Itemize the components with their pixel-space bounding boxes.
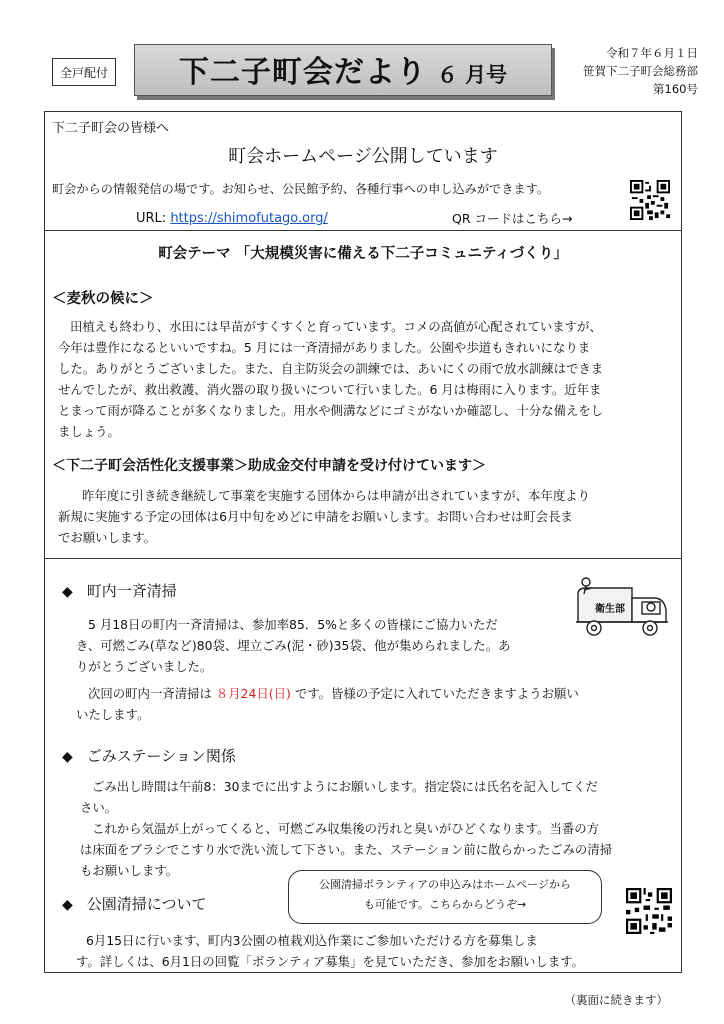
divider [44, 558, 682, 559]
issue-month: ６ 月号 [436, 63, 508, 87]
grant-paragraph [58, 485, 590, 548]
next-cleanup-suffix: です。皆様の予定に入れていただきますようお願い [294, 686, 579, 701]
next-cleanup-date: ８月24日(日) [215, 686, 291, 701]
callout-line: も可能です。こちらからどうぞ→ [363, 898, 527, 911]
paragraph-line: これから気温が上がってくると、可燃ごみ収集後の汚れと臭いがひどくなります。当番の方 [92, 821, 600, 836]
season-heading: ＜麦秋の候に＞ [52, 291, 154, 307]
diamond-bullet-icon: ◆ [62, 584, 73, 600]
paragraph-line: した。ありがとうございました。また、自主防災会の訓練では、あいにくの雨で放水訓練はできま [58, 361, 604, 376]
garbage-heading: ごみステーション関係 [86, 747, 236, 765]
grant-heading: ＜下二子町会活性化支援事業＞助成金交付申請を受け付けています＞ [52, 458, 486, 474]
paragraph-line: 昨年度に引き続き継続して事業を実施する団体からは申請が出されていますが、本年度より [82, 488, 591, 503]
park-heading-row [62, 893, 206, 914]
paragraph-line: 5 月18日の町内一斉清掃は、参加率85．5%と多くの皆様にご協力いただ [88, 617, 498, 632]
paragraph-line: でお願いします。 [58, 530, 157, 545]
paragraph-line: 6月15日に行います、町内3公園の植栽刈込作業にご参加いただける方を募集しま [86, 933, 538, 948]
notice-headline: 町会ホームページ公開しています [228, 146, 498, 167]
cleanup-heading-row [62, 580, 177, 601]
next-cleanup-prefix: 次回の町内一斉清掃は [88, 686, 212, 701]
garbage-heading-row [62, 745, 236, 766]
continued-note: （裏面に続きます） [564, 993, 668, 1007]
cleanup-heading: 町内一斉清掃 [86, 582, 177, 600]
divider [44, 230, 682, 231]
homepage-link[interactable]: https://shimofutago.org/ [170, 211, 328, 226]
next-cleanup [76, 683, 579, 725]
theme-title: 町会テーマ 「大規模災害に備える下二子コミュニティづくり」 [158, 246, 568, 262]
paragraph-line: りがとうございました。 [76, 659, 213, 674]
url-label: URL: [136, 211, 171, 226]
issue-info [583, 44, 698, 98]
cleanup-paragraph [76, 614, 576, 677]
paragraph-line: ましょう。 [58, 424, 120, 439]
paragraph-line: す。詳しくは、6月1日の回覧「ボランティア募集」を見ていただき、参加をお願いします。 [76, 954, 584, 969]
diamond-bullet-icon: ◆ [62, 897, 73, 913]
paragraph-line: は床面をブラシでこすり水で洗い流して下さい。また、ステーション前に散らかったごみの清掃 [80, 842, 613, 857]
paragraph-line: いたします。 [76, 707, 150, 722]
paragraph-line: 今年は豊作になるといいですね。5 月には一斉清掃がありました。公園や歩道もきれいになりま [58, 340, 591, 355]
volunteer-callout [288, 870, 602, 924]
homepage-qr-code-icon[interactable] [630, 180, 670, 220]
paragraph-line: 田植えも終わり、水田には早苗がすくすくと育っています。コメの高値が心配されていますが、 [70, 319, 602, 334]
qr-label: QR コードはこちら→ [452, 211, 573, 226]
paragraph-line: せんでしたが、救出救護、消火器の取り扱いについて行いました。6 月は梅雨に入ります。近年ま [58, 382, 602, 397]
greeting: 下二子町会の皆様へ [52, 121, 170, 136]
newsletter-title-box [134, 44, 552, 96]
paragraph-line: さい。 [80, 800, 118, 815]
paragraph-line: き、可燃ごみ(草など)80袋、埋立ごみ(泥・砂)35袋、他が集められました。あ [76, 638, 511, 653]
truck-label: 衛生部 [595, 604, 625, 615]
season-paragraph [58, 316, 603, 442]
paragraph-line: もお願いします。 [80, 863, 179, 878]
issue-number: 第160号 [653, 82, 698, 96]
notice-body: 町会からの情報発信の場です。お知らせ、公民館予約、各種行事への申し込みができます。 [52, 182, 550, 196]
diamond-bullet-icon: ◆ [62, 749, 73, 765]
paragraph-line: ごみ出し時間は午前8：30までに出すようにお願いします。指定袋には氏名を記入してくだ [92, 779, 598, 794]
paragraph-line: 新規に実施する予定の団体は6月中旬をめどに申請をお願いします。お問い合わせは町会長ま [58, 509, 573, 524]
volunteer-qr-code-icon[interactable] [626, 888, 672, 934]
newsletter-title: 下二子町会だより [178, 55, 427, 90]
publisher: 笹賀下二子町会総務部 [583, 64, 698, 78]
distribution-badge: 全戸配付 [52, 58, 116, 86]
paragraph-line: とまって雨が降ることが多くなりました。用水や側溝などにゴミがないか確認し、十分な備えをし [58, 403, 604, 418]
url-line [136, 208, 328, 229]
callout-line: 公園清掃ボランティアの申込みはホームページから [319, 878, 571, 891]
garbage-truck-icon [572, 576, 672, 642]
garbage-paragraph [80, 776, 612, 881]
issue-date: 令和７年６月１日 [606, 46, 698, 60]
park-paragraph [76, 930, 584, 972]
park-heading: 公園清掃について [86, 895, 207, 913]
